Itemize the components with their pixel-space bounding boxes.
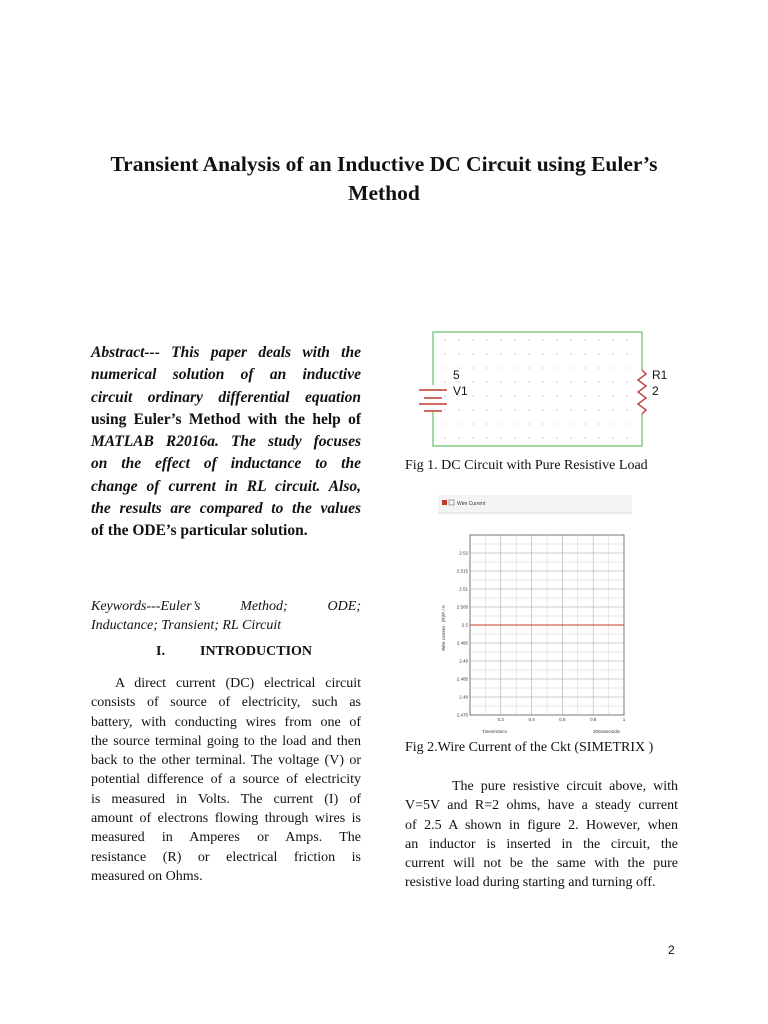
source-value: 5 — [453, 368, 460, 382]
grid-dot — [584, 423, 585, 424]
grid-dot — [514, 339, 515, 340]
results-paragraph — [405, 777, 678, 893]
grid-dot — [500, 395, 501, 396]
grid-dot — [612, 367, 613, 368]
grid-dot — [542, 409, 543, 410]
x-tick-label: 0.4 — [528, 717, 535, 722]
grid-dot — [626, 339, 627, 340]
intro-line: battery, with conducting wires from one of — [91, 714, 361, 730]
keywords — [91, 597, 361, 635]
grid-dot — [514, 381, 515, 382]
grid-dot — [444, 367, 445, 368]
y-tick-label: 2.485 — [456, 676, 468, 682]
para2-line: The pure resistive circuit above, with — [452, 779, 678, 794]
grid-dot — [598, 423, 599, 424]
schematic-grid-dots — [444, 339, 627, 438]
circuit-diagram — [405, 330, 673, 448]
intro-line: potential difference of a source of electricity — [91, 772, 361, 788]
grid-dot — [486, 381, 487, 382]
grid-dot — [444, 381, 445, 382]
grid-dot — [458, 353, 459, 354]
grid-dot — [612, 395, 613, 396]
grid-dot — [542, 367, 543, 368]
grid-dot — [584, 381, 585, 382]
grid-dot — [598, 367, 599, 368]
grid-dot — [500, 353, 501, 354]
abstract — [91, 342, 361, 543]
grid-dot — [584, 437, 585, 438]
grid-dot — [570, 381, 571, 382]
grid-dot — [486, 409, 487, 410]
figure-2-caption: Fig 2.Wire Current of the Ckt (SIMETRIX ) — [405, 740, 654, 755]
grid-dot — [528, 437, 529, 438]
figure-1-caption: Fig 1. DC Circuit with Pure Resistive Load — [405, 458, 648, 473]
abstract-line: Abstract--- This paper deals with the — [91, 344, 361, 361]
grid-dot — [472, 409, 473, 410]
grid-dot — [514, 423, 515, 424]
grid-dot — [598, 381, 599, 382]
grid-dot — [486, 353, 487, 354]
abstract-line: numerical solution of an inductive — [91, 366, 361, 384]
legend-swatch — [442, 500, 447, 505]
grid-dot — [626, 437, 627, 438]
intro-line: A direct current (DC) electrical circuit — [115, 676, 361, 691]
grid-dot — [444, 339, 445, 340]
para2-line: current will not be the same with the pure — [405, 856, 678, 872]
grid-dot — [542, 395, 543, 396]
grid-dot — [598, 409, 599, 410]
grid-dot — [514, 395, 515, 396]
grid-dot — [444, 353, 445, 354]
grid-dot — [626, 409, 627, 410]
abstract-line: using Euler’s Method with the help of — [91, 410, 361, 428]
grid-dot — [528, 339, 529, 340]
section-number: I. — [156, 644, 165, 659]
grid-dot — [570, 409, 571, 410]
grid-dot — [444, 437, 445, 438]
grid-dot — [444, 423, 445, 424]
y-tick-label: 2.505 — [456, 604, 468, 610]
grid-dot — [598, 353, 599, 354]
grid-dot — [486, 339, 487, 340]
grid-dot — [584, 339, 585, 340]
grid-dot — [542, 339, 543, 340]
grid-dot — [500, 381, 501, 382]
grid-dot — [500, 367, 501, 368]
x-tick-label: 0.2 — [497, 717, 504, 722]
grid-dot — [528, 381, 529, 382]
grid-dot — [556, 353, 557, 354]
keywords-line: Inductance; Transient; RL Circuit — [91, 618, 282, 633]
y-tick-label: 2.51 — [459, 586, 468, 592]
intro-line: measured on Ohms. — [91, 868, 203, 884]
x-tick-label: 0.6 — [559, 717, 566, 722]
para2-line: of 2.5 A shown in figure 2. However, when — [405, 817, 678, 833]
para2-line: V=5V and R=2 ohms, have a steady current — [405, 798, 678, 814]
y-tick-label: 2.475 — [456, 712, 468, 718]
abstract-line: of the ODE’s particular solution. — [91, 522, 308, 540]
x-tick-label: 0.8 — [590, 717, 597, 722]
intro-line: measured in Amperes or Amps. The — [91, 830, 361, 846]
grid-dot — [626, 367, 627, 368]
resistor-name: R1 — [652, 368, 668, 382]
intro-line: the source terminal going to the load and then — [91, 733, 361, 749]
intro-line: resistance (R) or electrical friction is — [91, 849, 361, 865]
grid-dot — [584, 353, 585, 354]
intro-line: back to the other terminal. The voltage (V) or — [91, 753, 361, 769]
resistor-value: 2 — [652, 384, 659, 398]
y-tick-label: 2.48 — [459, 694, 468, 700]
grid-dot — [500, 409, 501, 410]
grid-dot — [472, 353, 473, 354]
grid-dot — [584, 409, 585, 410]
grid-dot — [626, 381, 627, 382]
grid-dot — [612, 409, 613, 410]
y-tick-label: 2.5 — [461, 622, 468, 628]
grid-dot — [612, 353, 613, 354]
y-tick-label: 2.52 — [459, 550, 468, 556]
paper-title — [60, 150, 708, 208]
grid-dot — [584, 367, 585, 368]
grid-dot — [570, 339, 571, 340]
grid-dot — [556, 381, 557, 382]
grid-dot — [556, 339, 557, 340]
grid-dot — [598, 339, 599, 340]
abstract-line: MATLAB R2016a. The study focuses — [91, 433, 361, 451]
grid-dot — [570, 423, 571, 424]
grid-dot — [486, 395, 487, 396]
abstract-line: change of current in RL circuit. Also, — [91, 477, 361, 495]
grid-dot — [486, 423, 487, 424]
grid-dot — [472, 339, 473, 340]
intro-line: amount of electrons flowing through wires is — [91, 811, 361, 827]
grid-dot — [528, 423, 529, 424]
grid-dot — [486, 437, 487, 438]
grid-dot — [472, 437, 473, 438]
y-tick-label: 2.49 — [459, 658, 468, 664]
grid-dot — [444, 409, 445, 410]
grid-dot — [500, 339, 501, 340]
abstract-line: on the effect of inductance to the — [91, 455, 361, 473]
introduction-paragraph — [91, 674, 361, 886]
grid-dot — [472, 367, 473, 368]
grid-dot — [458, 437, 459, 438]
grid-dot — [514, 367, 515, 368]
grid-dot — [556, 423, 557, 424]
grid-dot — [570, 437, 571, 438]
x-axis-right-label: 200uSecs/div — [593, 729, 621, 734]
section-title: INTRODUCTION — [200, 644, 313, 659]
x-axis-left-label: Time/mSecs — [482, 729, 507, 734]
grid-dot — [500, 423, 501, 424]
grid-dot — [472, 423, 473, 424]
grid-dot — [528, 353, 529, 354]
keywords-line: Keywords---Euler’s Method; ODE; — [91, 599, 361, 614]
grid-dot — [626, 423, 627, 424]
title-line: Transient Analysis of an Inductive DC Circuit using Euler’s — [110, 152, 658, 176]
grid-dot — [612, 423, 613, 424]
y-tick-label: 2.495 — [456, 640, 468, 646]
grid-dot — [598, 437, 599, 438]
grid-dot — [584, 395, 585, 396]
grid-dot — [458, 339, 459, 340]
wire-current-chart — [438, 495, 632, 735]
grid-dot — [514, 353, 515, 354]
grid-dot — [514, 409, 515, 410]
grid-dot — [472, 381, 473, 382]
grid-dot — [458, 423, 459, 424]
grid-dot — [500, 437, 501, 438]
y-tick-label: 2.515 — [456, 568, 468, 574]
grid-dot — [570, 353, 571, 354]
abstract-line: the results are compared to the values — [91, 500, 361, 518]
grid-dot — [542, 437, 543, 438]
para2-line: an inductor is inserted in the circuit, the — [405, 836, 678, 852]
grid-dot — [556, 395, 557, 396]
abstract-line: circuit ordinary differential equation — [91, 388, 361, 406]
x-tick-label: 1 — [622, 717, 626, 722]
grid-dot — [472, 395, 473, 396]
grid-dot — [556, 437, 557, 438]
grid-dot — [542, 423, 543, 424]
grid-dot — [514, 437, 515, 438]
grid-dot — [556, 367, 557, 368]
intro-line: consists of source of electricity, such as — [91, 695, 361, 711]
grid-dot — [570, 367, 571, 368]
grid-dot — [612, 437, 613, 438]
grid-dot — [612, 339, 613, 340]
y-axis-label: Wire current - (R)/P / A — [441, 605, 446, 651]
grid-dot — [598, 395, 599, 396]
grid-dot — [528, 395, 529, 396]
grid-dot — [528, 409, 529, 410]
grid-dot — [486, 367, 487, 368]
grid-dot — [626, 353, 627, 354]
grid-dot — [570, 395, 571, 396]
grid-dot — [556, 409, 557, 410]
legend-label: Wire Current — [457, 501, 486, 507]
intro-line: is measured in Volts. The current (I) of — [91, 791, 361, 807]
grid-dot — [458, 409, 459, 410]
grid-dot — [612, 381, 613, 382]
source-name: V1 — [453, 384, 468, 398]
page-number: 2 — [668, 943, 675, 957]
para2-line: resistive load during starting and turning off. — [405, 875, 656, 891]
grid-dot — [542, 381, 543, 382]
grid-dot — [528, 367, 529, 368]
title-line: Method — [348, 181, 420, 205]
grid-dot — [626, 395, 627, 396]
grid-dot — [542, 353, 543, 354]
grid-dot — [444, 395, 445, 396]
